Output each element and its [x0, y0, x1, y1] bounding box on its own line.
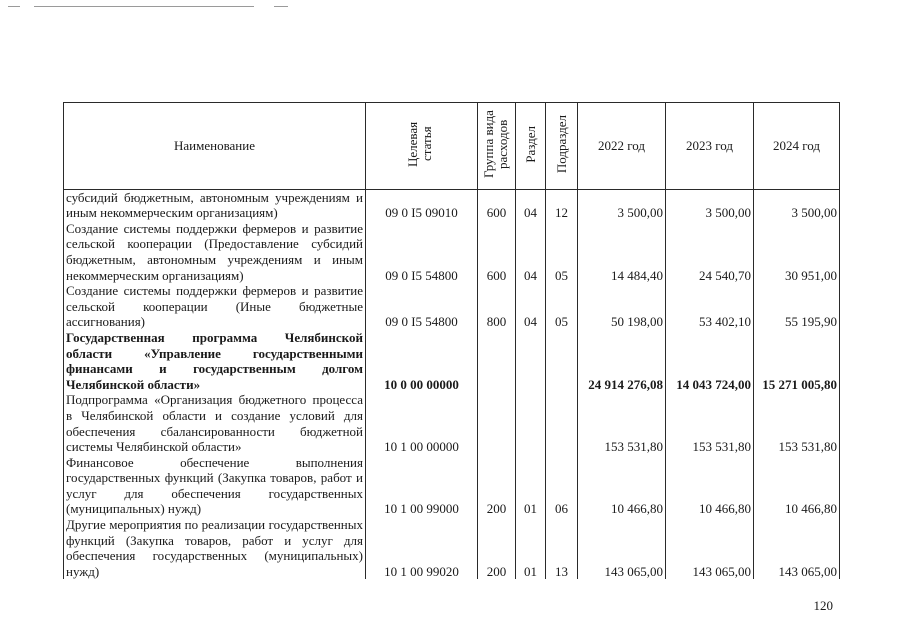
row-section: 01	[516, 517, 546, 579]
table-row	[64, 517, 840, 579]
row-2022: 3 500,00	[578, 189, 666, 221]
row-2023: 10 466,80	[666, 455, 754, 517]
row-name: Другие мероприятия по реализации государственных функций (Закупка товаров, работ и услуг для обеспечения государственных (муниципальных) нужд)	[64, 517, 366, 579]
header-subsection: Подраздел	[546, 103, 578, 190]
header-group: Группа вида расходов	[478, 103, 516, 190]
row-group	[478, 330, 516, 392]
row-2022: 24 914 276,08	[578, 330, 666, 392]
row-name: Финансовое обеспечение выполнения государственных функций (Закупка товаров, работ и услуг для обеспечения государственных (муниципальных) нужд)	[64, 455, 366, 517]
row-subsection: 05	[546, 283, 578, 330]
row-subsection: 13	[546, 517, 578, 579]
table-row	[64, 283, 840, 330]
row-group	[478, 392, 516, 454]
scan-artifact-line	[34, 6, 254, 7]
header-2024: 2024 год	[754, 103, 840, 190]
row-2024: 3 500,00	[754, 189, 840, 221]
row-name: субсидий бюджетным, автономным учреждениям и иным некоммерческим организациям)	[64, 189, 366, 221]
table-row	[64, 189, 840, 221]
table-header-row	[64, 103, 840, 190]
row-2023: 3 500,00	[666, 189, 754, 221]
row-2022: 153 531,80	[578, 392, 666, 454]
header-2022: 2022 год	[578, 103, 666, 190]
row-subsection	[546, 330, 578, 392]
page-number: 120	[813, 598, 833, 613]
row-subsection: 06	[546, 455, 578, 517]
row-target-code: 10 0 00 00000	[366, 330, 478, 392]
row-section: 04	[516, 283, 546, 330]
row-2024: 30 951,00	[754, 221, 840, 283]
row-group: 200	[478, 517, 516, 579]
row-group: 800	[478, 283, 516, 330]
row-2023: 14 043 724,00	[666, 330, 754, 392]
table-row	[64, 330, 840, 392]
row-target-code: 09 0 I5 54800	[366, 283, 478, 330]
row-subsection	[546, 392, 578, 454]
row-section: 01	[516, 455, 546, 517]
row-2024: 10 466,80	[754, 455, 840, 517]
row-section	[516, 330, 546, 392]
row-2023: 53 402,10	[666, 283, 754, 330]
table-body	[64, 189, 840, 579]
row-group: 600	[478, 221, 516, 283]
header-name: Наименование	[64, 103, 366, 190]
row-2023: 24 540,70	[666, 221, 754, 283]
row-name: Создание системы поддержки фермеров и развитие сельской кооперации (Предоставление субсидий бюджетным, автономным учреждениям и иным некоммерческим организациям)	[64, 221, 366, 283]
row-target-code: 09 0 I5 54800	[366, 221, 478, 283]
row-2022: 50 198,00	[578, 283, 666, 330]
row-section: 04	[516, 221, 546, 283]
row-target-code: 10 1 00 00000	[366, 392, 478, 454]
table-row	[64, 455, 840, 517]
scan-artifact-line	[8, 6, 20, 7]
header-target: Целевая статья	[366, 103, 478, 190]
row-2024: 15 271 005,80	[754, 330, 840, 392]
row-target-code: 10 1 00 99020	[366, 517, 478, 579]
table-row	[64, 392, 840, 454]
row-subsection: 05	[546, 221, 578, 283]
row-2024: 143 065,00	[754, 517, 840, 579]
row-2023: 143 065,00	[666, 517, 754, 579]
row-2022: 14 484,40	[578, 221, 666, 283]
row-2023: 153 531,80	[666, 392, 754, 454]
row-name: Государственная программа Челябинской области «Управление государственными финансами и государственным долгом Челябинской области»	[64, 330, 366, 392]
row-subsection: 12	[546, 189, 578, 221]
row-2024: 153 531,80	[754, 392, 840, 454]
header-section: Раздел	[516, 103, 546, 190]
row-name: Создание системы поддержки фермеров и развитие сельской кооперации (Иные бюджетные ассигнования)	[64, 283, 366, 330]
row-name: Подпрограмма «Организация бюджетного процесса в Челябинской области и создание условий для обеспечения сбалансированности бюджетной системы Челябинской области»	[64, 392, 366, 454]
row-2024: 55 195,90	[754, 283, 840, 330]
scan-artifact-line	[274, 6, 288, 7]
row-target-code: 10 1 00 99000	[366, 455, 478, 517]
budget-table	[63, 102, 840, 579]
row-group: 600	[478, 189, 516, 221]
row-group: 200	[478, 455, 516, 517]
row-section: 04	[516, 189, 546, 221]
row-target-code: 09 0 I5 09010	[366, 189, 478, 221]
row-section	[516, 392, 546, 454]
table-row	[64, 221, 840, 283]
row-2022: 143 065,00	[578, 517, 666, 579]
header-2023: 2023 год	[666, 103, 754, 190]
row-2022: 10 466,80	[578, 455, 666, 517]
